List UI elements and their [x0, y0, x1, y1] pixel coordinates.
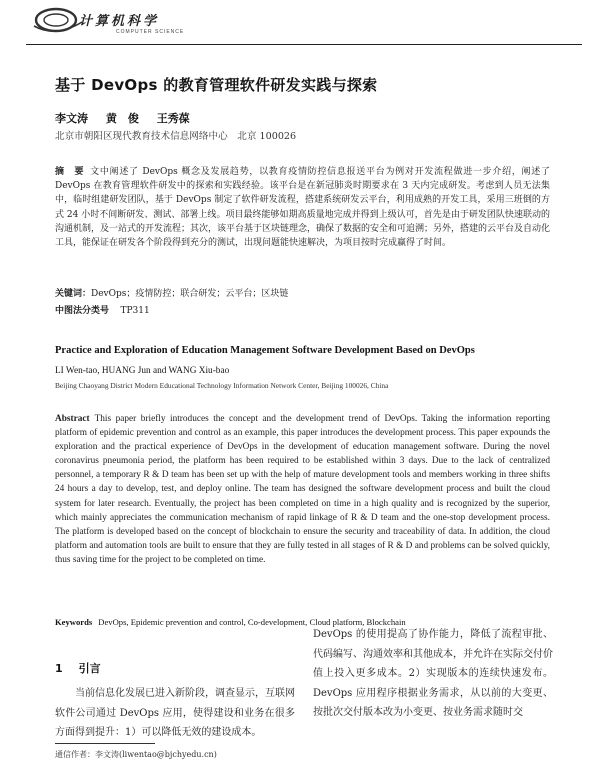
journal-name-cn: 计算机科学 — [79, 14, 160, 29]
section-title: 引言 — [78, 662, 101, 675]
keywords-cn — [55, 286, 288, 299]
header-rule — [26, 44, 582, 45]
journal-name-en: COMPUTER SCIENCE — [116, 29, 185, 35]
section-number: 1 — [55, 662, 63, 675]
title-en: Practice and Exploration of Education Management Software Development Based on DevOps — [55, 345, 475, 356]
intro-left-column: 当前信息化发展已进入新阶段，调查显示，互联网软件公司通过 DevOps 应用，使得建设和业务在很多方面得到提升：1）可以降低无效的建设成本。 — [55, 688, 295, 739]
clc-number — [55, 303, 150, 316]
section-heading — [55, 660, 101, 676]
author-1: 李文涛 — [55, 112, 88, 125]
clc-value: TP311 — [120, 306, 150, 316]
abstract-en-label: Abstract — [55, 414, 90, 424]
affiliation-cn: 北京市朝阳区现代教育技术信息网络中心 北京 100026 — [55, 131, 297, 142]
abstract-cn-label: 摘 要 — [55, 167, 85, 177]
clc-label: 中图法分类号 — [55, 306, 110, 316]
keywords-cn-text: DevOps；疫情防控；联合研发；云平台；区块链 — [91, 289, 289, 299]
journal-logo — [32, 4, 202, 38]
authors-cn — [55, 110, 204, 126]
footnote-rule — [55, 743, 155, 744]
author-3: 王秀葆 — [156, 112, 190, 125]
keywords-en-text: DevOps, Epidemic prevention and control, Co-development, Cloud platform, Blockchain — [98, 617, 406, 627]
abstract-en-text: This paper briefly introduces the concept and the development trend of DevOps. Taking the information reporting platform of epidemic prevention and control as an example, this paper introduces the development process. This paper expounds the exploration and the practical experience of DevOps in the development of education management software. During the novel coronavirus pneumonia period, the platform has been required to be established within 3 days. Due to the lack of centralized personnel, a temporary R & D team has been set up with the help of mature development tools and members working in three shifts 24 hours a day to develop, test, and deploy online. The team has designed the software development process and built the cloud system for later research. Eventually, the project has been completed on time in a high quality and is recognized by the superior, which mainly appreciates the communication mechanism of rapid linkage of R & D team and the one-stop development process. The platform is developed based on the concept of blockchain to ensure the security and traceability of data. In addition, the cloud platform and automation tools are built to ensure that they are fully tested in all stages of R & D and problems can be solved quickly, thus saving time for the project to be completed on time. — [55, 414, 550, 565]
title-cn: 基于 DevOps 的教育管理软件研发实践与探索 — [55, 76, 378, 94]
authors-en: LI Wen-tao, HUANG Jun and WANG Xiu-bao — [55, 366, 230, 376]
affiliation-en: Beijing Chaoyang District Modern Educational Technology Information Network Center, Beijing 100026, China — [55, 381, 389, 390]
footnote: 通信作者：李文涛(liwentao@bjchyedu.cn) — [55, 750, 217, 759]
intro-right-column: DevOps 的使用提高了协作能力，降低了流程审批、代码编写、沟通效率和其他成本，并允许在实际交付价值上投入更多成本。2）实现版本的连续快速发布。DevOps 应用程序根据业务需求，从以前的大变更、按批次交付版本改为小变更、按业务需求随时交 — [313, 629, 553, 719]
abstract-cn-text: 文中阐述了 DevOps 概念及发展趋势，以教育疫情防控信息报送平台为例对开发流程做进一步介绍，阐述了 DevOps 在教育管理软件研发中的探索和实践经验。该平台是在新冠肺炎时期要求在 3 天内完成研发。考虑到人员无法集中，临时组建研发团队，基于 DevOps 制定了软件研发流程，搭建系统研发云平台，利用成熟的开发工具，采用三班倒的方式 24 小时不间断研发、测试、部署上线。项目最终能够如期高质量地完成并得到上级认可，首先是由于研发团队快速联动的沟通机制，及一站式的开发流程；其次，该平台基于区块链理念，确保了数据的安全和可追溯；另外，搭建的云平台及自动化工具，能保证在研发各个阶段得到充分的测试，出现问题能快速解决，为项目按时完成赢得了时间。 — [55, 167, 551, 249]
keywords-cn-label: 关键词： — [55, 289, 92, 299]
abstract-en — [55, 412, 550, 624]
abstract-cn — [55, 165, 550, 283]
keywords-en-label: Keywords — [55, 617, 93, 627]
author-2: 黄 俊 — [105, 112, 139, 125]
